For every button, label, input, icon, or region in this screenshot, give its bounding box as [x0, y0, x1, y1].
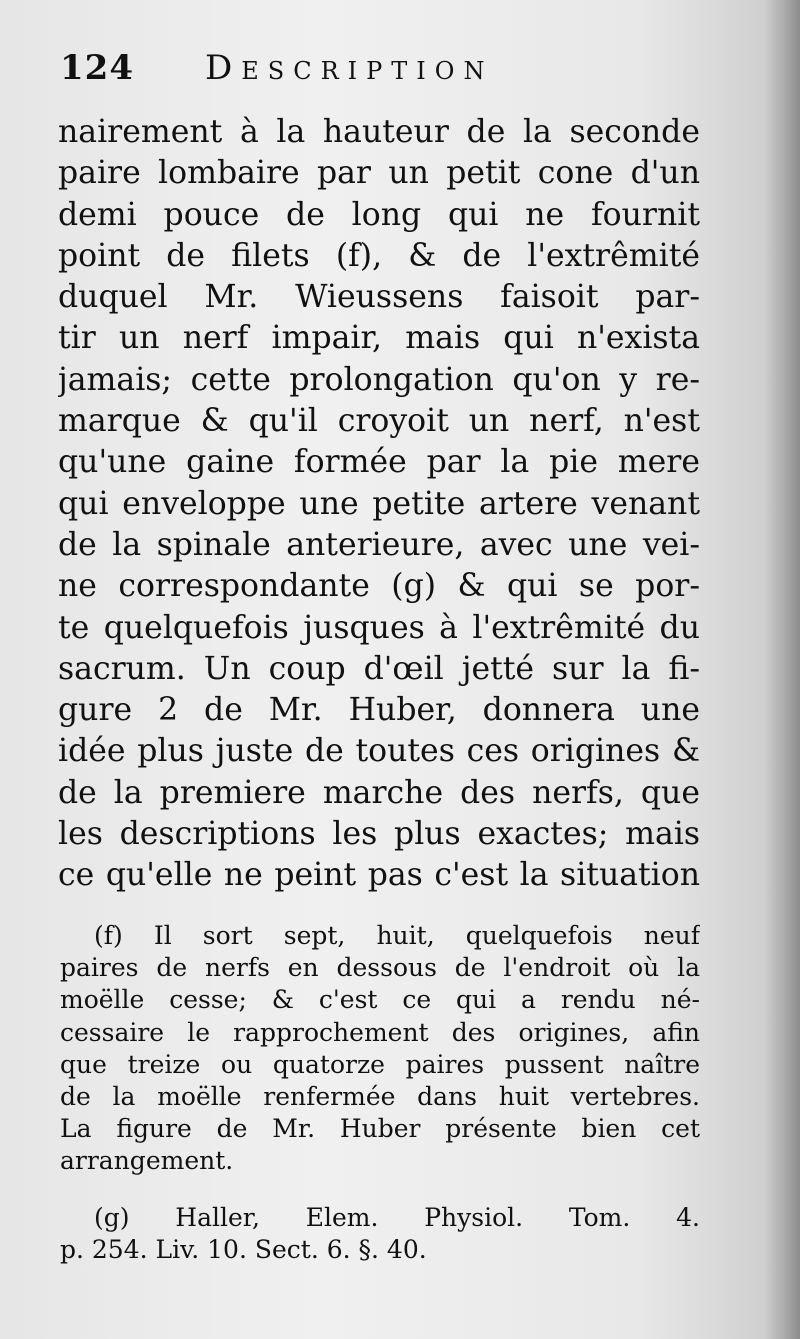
text-line: point de filets (f), & de l'extrêmité: [58, 237, 700, 274]
footnotes: [60, 920, 700, 1266]
text-line: sacrum. Un coup d'œil jetté sur la fi-: [58, 650, 700, 687]
footnote-g: [60, 1202, 700, 1266]
text-line: idée plus juste de toutes ces origines &: [58, 733, 700, 770]
text-line: qui enveloppe une petite artere venant: [58, 485, 700, 522]
text-line: nairement à la hauteur de la seconde: [58, 114, 700, 150]
text-line: te quelquefois jusques à l'extrêmité du: [58, 609, 700, 646]
text-line: paire lombaire par un petit cone d'un: [58, 155, 700, 192]
text-line: les descriptions les plus exactes; mais: [58, 816, 700, 853]
footnote-line: cessaire le rapprochement des origines, afin: [60, 1017, 700, 1047]
footnote-line: (f) Il sort sept, huit, quelquefois neuf: [94, 921, 700, 950]
footnote-f: [60, 920, 700, 1178]
text-line: ce qu'elle ne peint pas c'est la situation: [58, 857, 700, 894]
text-line: jamais; cette prolongation qu'on y re-: [58, 361, 700, 398]
text-line: gure 2 de Mr. Huber, donnera une: [58, 692, 700, 729]
text-line: demi pouce de long qui ne fournit: [58, 196, 700, 233]
footnote-line: p. 254. Liv. 10. Sect. 6. §. 40.: [60, 1234, 427, 1264]
text-line: duquel Mr. Wieussens faisoit par-: [58, 279, 700, 316]
footnote-gap: [60, 1178, 700, 1202]
running-title: Description: [205, 48, 494, 88]
footnote-line: que treize ou quatorze paires pussent naître: [60, 1049, 700, 1079]
footnote-line: La figure de Mr. Huber présente bien cet: [60, 1114, 700, 1144]
text-line: tir un nerf impair, mais qui n'exista: [58, 320, 700, 357]
footnote-line: arrangement.: [60, 1146, 234, 1176]
text-line: marque & qu'il croyoit un nerf, n'est: [58, 403, 700, 440]
footnote-line: de la moëlle renfermée dans huit vertebres.: [60, 1081, 700, 1111]
text-line: ne correspondante (g) & qui se por-: [58, 568, 700, 605]
page-gutter: [764, 0, 800, 1339]
text-line: de la spinale anterieure, avec une vei-: [58, 526, 700, 563]
body-text: [58, 112, 700, 897]
page-number: 124: [60, 48, 134, 88]
footnote-line: paires de nerfs en dessous de l'endroit où la: [60, 953, 700, 983]
text-line: qu'une gaine formée par la pie mere: [58, 444, 700, 481]
footnote-line: moëlle cesse; & c'est ce qui a rendu né-: [60, 985, 700, 1015]
page-header: [60, 48, 700, 98]
footnote-line: (g) Haller, Elem. Physiol. Tom. 4.: [94, 1202, 700, 1232]
text-line: de la premiere marche des nerfs, que: [58, 774, 700, 811]
